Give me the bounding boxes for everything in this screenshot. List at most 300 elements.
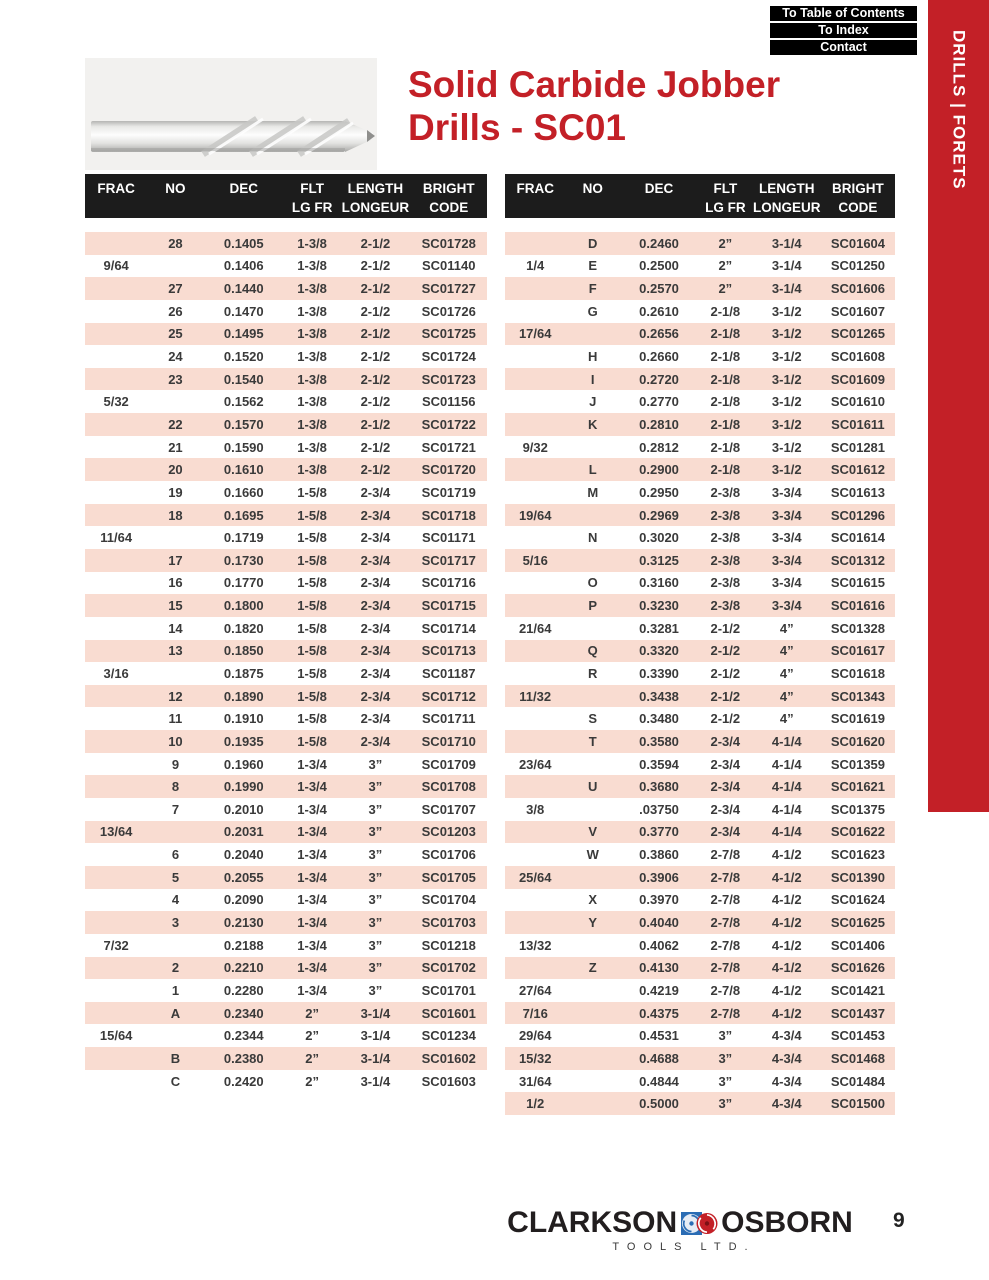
table-row <box>85 730 487 753</box>
cell-no: A <box>170 1005 181 1021</box>
cell-length: 2-3/4 <box>360 598 391 614</box>
cell-no: 7 <box>171 801 180 817</box>
cell-no: L <box>588 462 597 478</box>
cell-no: D <box>588 235 598 251</box>
cell-flt: 2-1/2 <box>710 688 741 704</box>
cell-flt: 1-3/4 <box>297 847 327 863</box>
table-row <box>85 821 487 844</box>
table-row <box>85 277 487 300</box>
cell-bright-code: SC01359 <box>830 756 886 772</box>
cell-dec: 0.3020 <box>639 530 679 546</box>
table-row <box>505 232 895 255</box>
cell-flt: 1-3/4 <box>297 982 327 998</box>
cell-dec: 0.4040 <box>639 915 679 931</box>
cell-no: 10 <box>168 733 183 749</box>
cell-bright-code: SC01725 <box>421 326 476 342</box>
cell-no: C <box>170 1073 181 1089</box>
cell-bright-code: SC01375 <box>830 801 886 817</box>
cell-no: 26 <box>168 303 183 319</box>
cell-frac: 15/64 <box>99 1028 133 1044</box>
cell-length: 2-3/4 <box>360 711 391 727</box>
cell-frac: 13/64 <box>99 824 133 840</box>
cell-flt: 1-3/4 <box>297 892 327 908</box>
cell-bright-code: SC01709 <box>421 756 476 772</box>
cell-flt: 1-5/8 <box>297 643 327 659</box>
cell-bright-code: SC01421 <box>830 982 886 998</box>
cell-flt: 2-1/8 <box>710 416 741 432</box>
cell-flt: 2-7/8 <box>710 937 741 953</box>
cell-flt: 2-3/4 <box>710 801 741 817</box>
cell-dec: 0.2969 <box>639 507 679 523</box>
nav-buttons <box>770 6 917 57</box>
cell-dec: 0.2950 <box>639 484 679 500</box>
cell-dec: 0.3390 <box>639 665 679 681</box>
table-row <box>505 753 895 776</box>
cell-length: 3-1/2 <box>771 326 802 342</box>
cell-dec: 0.3580 <box>639 733 679 749</box>
table-row <box>85 549 487 572</box>
cell-flt: 2-7/8 <box>710 915 741 931</box>
cell-flt: 2-1/8 <box>710 462 741 478</box>
cell-dec: 0.1875 <box>223 665 264 681</box>
cell-length: 3-3/4 <box>771 552 802 568</box>
cell-flt: 1-5/8 <box>297 733 327 749</box>
table-row <box>505 1092 895 1115</box>
cell-flt: 3” <box>718 1050 733 1066</box>
cell-dec: 0.2610 <box>639 303 679 319</box>
cell-bright-code: SC01484 <box>830 1073 886 1089</box>
table-row <box>505 436 895 459</box>
cell-length: 3” <box>368 847 383 863</box>
cell-frac: 11/64 <box>100 530 133 546</box>
cell-length: 2-3/4 <box>360 665 391 681</box>
col-bright-code: BRIGHT <box>832 181 884 196</box>
table-row <box>85 979 487 1002</box>
cell-flt: 2” <box>718 258 733 274</box>
cell-bright-code: SC01701 <box>421 982 476 998</box>
cell-length: 2-1/2 <box>360 416 391 432</box>
cell-no: F <box>588 281 597 297</box>
cell-bright-code: SC01614 <box>830 530 886 546</box>
cell-no: E <box>588 258 598 274</box>
cell-bright-code: SC01722 <box>421 416 476 432</box>
table-row <box>505 1070 895 1093</box>
table-row <box>85 640 487 663</box>
col-no: NO <box>165 181 186 196</box>
cell-flt: 2-1/2 <box>710 711 741 727</box>
table-row <box>505 1024 895 1047</box>
cell-flt: 1-3/8 <box>297 326 327 342</box>
cell-no: 13 <box>168 643 183 659</box>
cell-length: 4-1/2 <box>771 982 802 998</box>
cell-flt: 1-5/8 <box>297 598 327 614</box>
table-row <box>85 572 487 595</box>
table-row <box>505 707 895 730</box>
table-row <box>85 775 487 798</box>
table-row <box>505 821 895 844</box>
cell-no: P <box>588 598 598 614</box>
cell-length: 2-1/2 <box>360 326 391 342</box>
cell-length: 2-1/2 <box>360 303 391 319</box>
table-row <box>85 345 487 368</box>
cell-no: W <box>586 847 599 863</box>
cell-flt: 1-3/8 <box>297 439 327 455</box>
table-header: FRAC NO DEC FLT LG FR LENGTH LONGEUR BRIGHT CODE <box>505 174 895 218</box>
cell-length: 4-3/4 <box>771 1028 802 1044</box>
cell-dec: 0.3230 <box>639 598 679 614</box>
cell-bright-code: SC01624 <box>830 892 886 908</box>
cell-bright-code: SC01622 <box>830 824 886 840</box>
cell-length: 4” <box>779 620 794 636</box>
cell-flt: 1-3/8 <box>297 349 327 365</box>
table-row <box>85 481 487 504</box>
cell-length: 2-1/2 <box>360 349 391 365</box>
table-row <box>505 255 895 278</box>
cell-length: 3-1/4 <box>360 1005 391 1021</box>
drill-bit-image <box>85 58 377 170</box>
cell-dec: 0.1730 <box>223 552 264 568</box>
cell-bright-code: SC01604 <box>830 235 886 251</box>
cell-dec: 0.2040 <box>223 847 264 863</box>
cell-dec: 0.4688 <box>639 1050 679 1066</box>
cell-dec: 0.3860 <box>639 847 679 863</box>
to-table-of-contents-button[interactable]: To Table of Contents <box>770 6 917 21</box>
cell-bright-code: SC01718 <box>421 507 476 523</box>
table-row <box>505 390 895 413</box>
cell-dec: 0.2656 <box>639 326 679 342</box>
cell-bright-code: SC01171 <box>422 530 476 546</box>
cell-flt: 1-3/8 <box>297 281 327 297</box>
cell-dec: 0.1570 <box>223 416 264 432</box>
table-row <box>85 526 487 549</box>
table-row <box>85 255 487 278</box>
cell-length: 3-1/2 <box>771 394 802 410</box>
cell-no: R <box>588 665 598 681</box>
cell-flt: 1-5/8 <box>297 552 327 568</box>
table-row <box>85 617 487 640</box>
cell-dec: 0.2500 <box>639 258 679 274</box>
cell-flt: 1-3/8 <box>297 303 327 319</box>
cell-dec: 0.3438 <box>639 688 679 704</box>
cell-length: 3-1/2 <box>771 371 802 387</box>
cell-bright-code: SC01601 <box>421 1005 476 1021</box>
cell-bright-code: SC01621 <box>830 779 886 795</box>
cell-no: S <box>588 711 598 727</box>
cell-flt: 1-3/4 <box>297 915 327 931</box>
table-row <box>85 232 487 255</box>
cell-flt: 2” <box>718 235 733 251</box>
cell-bright-code: SC01613 <box>830 484 886 500</box>
cell-length: 4-1/2 <box>771 869 802 885</box>
table-row <box>505 323 895 346</box>
cell-dec: 0.1770 <box>223 575 264 591</box>
cell-dec: 0.3594 <box>639 756 679 772</box>
cell-bright-code: SC01606 <box>830 281 886 297</box>
cell-length: 3-1/2 <box>771 303 802 319</box>
cell-no: B <box>170 1050 181 1066</box>
cell-length: 2-3/4 <box>360 643 391 659</box>
col-frac: FRAC <box>97 181 135 196</box>
cell-length: 3-1/4 <box>360 1050 391 1066</box>
cell-dec: 0.3160 <box>639 575 679 591</box>
cell-flt: 1-5/8 <box>297 688 327 704</box>
table-row <box>85 458 487 481</box>
to-index-button[interactable]: To Index <box>770 23 917 38</box>
cell-bright-code: SC01312 <box>830 552 886 568</box>
cell-bright-code: SC01726 <box>421 303 476 319</box>
table-row <box>85 1024 487 1047</box>
cell-flt: 2-3/4 <box>710 756 741 772</box>
cell-bright-code: SC01609 <box>830 371 886 387</box>
cell-bright-code: SC01610 <box>830 394 886 410</box>
cell-frac: 7/32 <box>103 937 129 953</box>
cell-dec: 0.1590 <box>223 439 264 455</box>
cell-flt: 1-3/8 <box>297 394 327 410</box>
cell-bright-code: SC01607 <box>830 303 886 319</box>
cell-no: 5 <box>171 869 180 885</box>
cell-no: 24 <box>168 349 183 365</box>
cell-no: N <box>588 530 598 546</box>
cell-flt: 1-3/8 <box>297 235 327 251</box>
cell-length: 3” <box>368 915 383 931</box>
cell-frac: 11/32 <box>519 688 552 704</box>
table-row <box>505 549 895 572</box>
cell-length: 3-1/4 <box>771 258 802 274</box>
cell-length: 3” <box>368 982 383 998</box>
cell-no: U <box>588 779 598 795</box>
cell-dec: 0.1405 <box>223 235 264 251</box>
table-row <box>505 368 895 391</box>
cell-bright-code: SC01705 <box>421 869 476 885</box>
cell-frac: 13/32 <box>518 937 552 953</box>
cell-bright-code: SC01500 <box>830 1096 886 1112</box>
cell-length: 4-1/2 <box>771 892 802 908</box>
col-frac: FRAC <box>516 181 554 196</box>
cell-flt: 2-1/2 <box>710 643 741 659</box>
cell-bright-code: SC01618 <box>830 665 886 681</box>
cell-flt: 2-1/8 <box>710 394 741 410</box>
cell-no: 4 <box>171 892 180 908</box>
table-row <box>85 1070 487 1093</box>
cell-flt: 2-7/8 <box>710 847 741 863</box>
cell-bright-code: SC01265 <box>830 326 886 342</box>
table-row <box>85 368 487 391</box>
table-row <box>505 730 895 753</box>
cell-flt: 1-3/4 <box>297 960 327 976</box>
col-bright-code: BRIGHT <box>422 181 475 196</box>
cell-flt: 1-3/4 <box>297 801 327 817</box>
cell-length: 3-3/4 <box>771 598 802 614</box>
cell-flt: 2-7/8 <box>710 869 741 885</box>
table-row <box>85 934 487 957</box>
cell-flt: 2-7/8 <box>710 892 741 908</box>
cell-bright-code: SC01727 <box>421 281 476 297</box>
cell-bright-code: SC01710 <box>421 733 476 749</box>
cell-dec: 0.1910 <box>223 711 264 727</box>
table-row <box>505 277 895 300</box>
cell-dec: 0.1990 <box>223 779 264 795</box>
cell-frac: 15/32 <box>518 1050 552 1066</box>
table-row <box>505 798 895 821</box>
cell-dec: 0.1520 <box>223 349 264 365</box>
cell-no: 3 <box>171 915 180 931</box>
cell-length: 4-1/2 <box>771 960 802 976</box>
cell-length: 3-3/4 <box>771 575 802 591</box>
cell-bright-code: SC01328 <box>830 620 886 636</box>
cell-frac: 29/64 <box>518 1028 552 1044</box>
cell-bright-code: SC01250 <box>830 258 886 274</box>
cell-flt: 1-3/8 <box>297 258 327 274</box>
table-row <box>85 753 487 776</box>
cell-no: K <box>588 416 598 432</box>
cell-no: Z <box>588 960 597 976</box>
cell-no: 18 <box>168 507 183 523</box>
cell-length: 3-1/2 <box>771 462 802 478</box>
cell-dec: 0.1800 <box>223 598 264 614</box>
cell-bright-code: SC01704 <box>421 892 476 908</box>
cell-bright-code: SC01281 <box>830 439 886 455</box>
cell-dec: 0.1470 <box>223 303 264 319</box>
cell-dec: 0.2570 <box>639 281 679 297</box>
cell-dec: 0.3480 <box>639 711 679 727</box>
cell-dec: 0.4062 <box>639 937 679 953</box>
cell-flt: 2-3/8 <box>710 484 741 500</box>
cell-length: 2-1/2 <box>360 394 391 410</box>
table-row <box>85 594 487 617</box>
cell-no: 23 <box>168 371 183 387</box>
cell-flt: 2-3/8 <box>710 530 741 546</box>
contact-button[interactable]: Contact <box>770 40 917 55</box>
cell-dec: 0.4219 <box>639 982 679 998</box>
cell-length: 3-3/4 <box>771 530 802 546</box>
table-header: FRAC NO DEC FLT LG FR LENGTH LONGEUR BRIGHT CODE <box>85 174 487 218</box>
cell-bright-code: SC01234 <box>421 1028 476 1044</box>
cell-no: 11 <box>168 711 183 727</box>
cell-no: 19 <box>168 484 183 500</box>
cell-dec: 0.3970 <box>639 892 679 908</box>
cell-dec: 0.2810 <box>639 416 679 432</box>
cell-flt: 1-5/8 <box>297 530 327 546</box>
cell-bright-code: SC01343 <box>830 688 886 704</box>
cell-bright-code: SC01619 <box>830 711 886 727</box>
cell-length: 4-3/4 <box>771 1050 802 1066</box>
cell-bright-code: SC01140 <box>422 258 476 274</box>
cell-length: 3-1/4 <box>771 235 802 251</box>
cell-no: 9 <box>171 756 180 772</box>
cell-flt: 2-3/4 <box>710 733 741 749</box>
cell-dec: 0.3906 <box>639 869 679 885</box>
cell-dec: 0.1890 <box>223 688 264 704</box>
cell-flt: 2-3/8 <box>710 507 741 523</box>
cell-bright-code: SC01623 <box>830 847 886 863</box>
cell-no: M <box>587 484 599 500</box>
cell-length: 4-1/2 <box>771 937 802 953</box>
cell-flt: 2-1/8 <box>710 303 741 319</box>
table-row <box>505 934 895 957</box>
table-row <box>85 889 487 912</box>
cell-flt: 1-5/8 <box>297 665 327 681</box>
cell-dec: 0.2812 <box>639 439 679 455</box>
table-row <box>85 300 487 323</box>
table-row <box>85 685 487 708</box>
cell-length: 4” <box>779 688 794 704</box>
cell-flt: 2-1/8 <box>710 349 741 365</box>
cell-length: 4” <box>779 643 794 659</box>
cell-dec: 0.3320 <box>639 643 679 659</box>
brand-logo <box>470 1206 890 1240</box>
table-row <box>505 979 895 1002</box>
footer <box>470 1206 890 1253</box>
cell-flt: 2-3/8 <box>710 552 741 568</box>
table-body <box>505 232 895 1115</box>
cell-length: 4” <box>779 665 794 681</box>
page-title-line2: Drills - SC01 <box>408 106 626 148</box>
cell-flt: 1-5/8 <box>297 484 327 500</box>
cell-dec: 0.4375 <box>639 1005 679 1021</box>
cell-no: 12 <box>168 688 183 704</box>
cell-no: I <box>590 371 595 387</box>
table-row <box>85 911 487 934</box>
cell-bright-code: SC01203 <box>421 824 476 840</box>
cell-length: 4-3/4 <box>771 1073 802 1089</box>
cell-frac: 1/4 <box>526 258 545 274</box>
cell-no: 21 <box>168 439 183 455</box>
section-tab-drills[interactable] <box>928 0 989 812</box>
col-length: LENGTH <box>759 181 815 196</box>
cell-flt: 3” <box>718 1028 733 1044</box>
table-row <box>85 1047 487 1070</box>
cell-bright-code: SC01721 <box>421 439 476 455</box>
table-row <box>505 526 895 549</box>
cell-bright-code: SC01626 <box>830 960 886 976</box>
cell-dec: 0.1562 <box>223 394 264 410</box>
cell-frac: 5/32 <box>103 394 129 410</box>
table-row <box>505 866 895 889</box>
cell-dec: 0.2210 <box>223 960 264 976</box>
cell-no: 16 <box>168 575 183 591</box>
table-row <box>505 481 895 504</box>
cell-no: G <box>587 303 598 319</box>
cell-bright-code: SC01714 <box>421 620 476 636</box>
table-row <box>85 390 487 413</box>
cell-length: 2-1/2 <box>360 258 391 274</box>
col-flt: FLT <box>300 181 324 196</box>
cell-frac: 7/16 <box>522 1005 548 1021</box>
cell-dec: 0.1406 <box>223 258 264 274</box>
cell-flt: 3” <box>718 1096 733 1112</box>
cell-bright-code: SC01703 <box>421 915 476 931</box>
cell-no: 27 <box>168 281 183 297</box>
cell-dec: 0.3770 <box>639 824 679 840</box>
table-row <box>505 911 895 934</box>
cell-no: 22 <box>168 416 183 432</box>
cell-length: 3-3/4 <box>771 484 802 500</box>
cell-no: Q <box>587 643 598 659</box>
table-row <box>505 458 895 481</box>
cell-length: 3-1/4 <box>771 281 802 297</box>
cell-no: Y <box>588 915 598 931</box>
cell-length: 3” <box>368 824 383 840</box>
cell-flt: 1-5/8 <box>297 575 327 591</box>
cell-no: 14 <box>168 620 183 636</box>
cell-flt: 2-1/2 <box>710 665 741 681</box>
cell-bright-code: SC01720 <box>421 462 476 478</box>
cell-bright-code: SC01716 <box>421 575 476 591</box>
cell-bright-code: SC01707 <box>421 801 476 817</box>
cell-dec: 0.1540 <box>223 371 264 387</box>
cell-length: 2-1/2 <box>360 439 391 455</box>
cell-length: 4-1/4 <box>771 756 802 772</box>
